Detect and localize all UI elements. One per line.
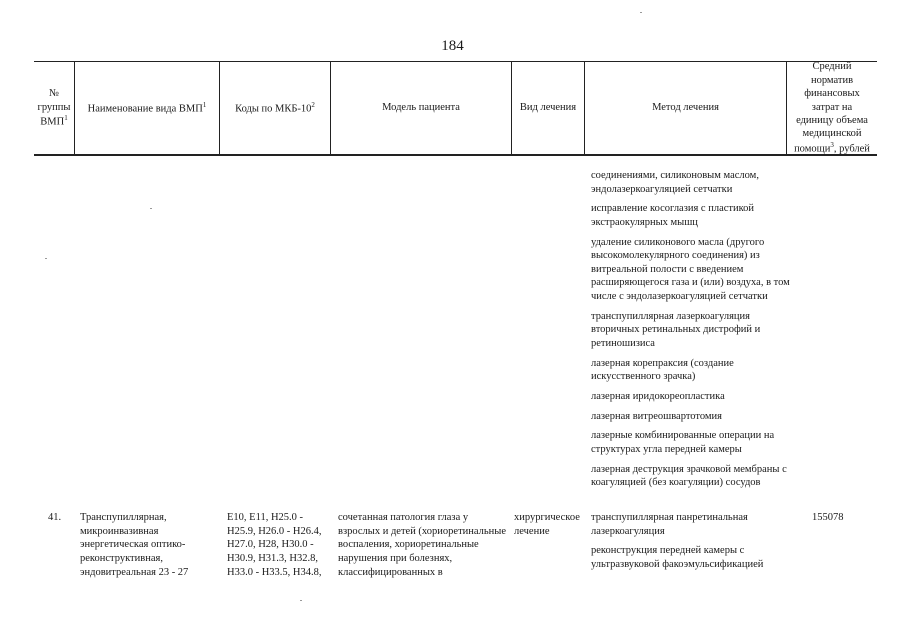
method-item: лазерная витреошвартотомия — [591, 410, 722, 422]
row-41-number: 41. — [48, 512, 62, 523]
header-group-number — [34, 61, 74, 155]
row-41-codes: E10, E11, H25.0 - H25.9, H26.0 - H26.4, H27.0, H28, H30.0 - H30.9, H31.3, H32.8, H33.0 - H33.5, H34.8, — [227, 512, 322, 578]
header-icd-codes-text: Коды по МКБ-10 — [235, 103, 312, 115]
row-41-name: Транспупиллярная, микроинвазивная энергетическая оптико-реконструктивная, эндовитреальная 23 - 27 — [80, 512, 189, 578]
method-item: реконструкция передней камеры с ультразвуковой факоэмульсификацией — [591, 545, 764, 570]
footnote-marker: 2 — [311, 100, 315, 109]
scan-speck — [300, 600, 302, 601]
footnote-marker: 1 — [64, 113, 68, 122]
method-item: лазерная деструкция зрачковой мембраны с коагуляцией (без коагуляции) сосудов — [591, 463, 787, 489]
header-icd-codes — [220, 61, 330, 155]
header-patient-model-text: Модель пациента — [382, 102, 460, 114]
header-treatment-type — [512, 61, 584, 155]
header-treatment-type-text: Вид лечения — [519, 102, 577, 114]
header-vmp-name — [75, 61, 219, 155]
header-vmp-name-text: Наименование вида ВМП — [87, 103, 203, 115]
header-avg-cost-unit: , рублей — [833, 143, 870, 155]
method-item: лазерная иридокореопластика — [591, 390, 725, 402]
method-item: лазерная корепраксия (создание искусственного зрачка) — [591, 357, 734, 383]
page-number: 184 — [441, 38, 464, 54]
header-treatment-method-text: Метод лечения — [652, 102, 719, 114]
header-avg-cost — [787, 61, 877, 155]
continued-methods-list — [591, 169, 796, 496]
row-41-patient-model: сочетанная патология глаза у взрослых и детей (хориоретинальные воспаления, хориоретинальные нарушения при болезнях, классифицированных в — [338, 512, 507, 578]
row-41-treatment-type: хирургическое лечение — [514, 512, 580, 537]
row-41-methods — [591, 511, 791, 578]
scan-speck — [150, 208, 152, 209]
method-item: транспупиллярная лазеркоагуляция вторичных ретинальных дистрофий и ретиношизиса — [591, 310, 761, 350]
method-item: соединениями, силиконовым маслом, эндолазеркоагуляцией сетчатки — [591, 170, 759, 195]
row-41-cost: 155078 — [812, 512, 844, 523]
footnote-marker: 3 — [830, 140, 834, 149]
method-item: удаление силиконового масла (другого высокомолекулярного соединения) из витреальной полости с введением расширяющегося газа и (или) воздуха, в том числе с эндолазеркоагуляцией сетчатки — [591, 236, 790, 303]
header-avg-cost-text: Средний норматив финансовых затрат на единицу объема медицинской помощи — [794, 61, 868, 155]
footnote-marker: 1 — [202, 100, 207, 109]
scan-speck — [640, 12, 642, 13]
method-item: исправление косоглазия с пластикой экстраокулярных мышц — [591, 203, 755, 228]
header-treatment-method — [585, 61, 786, 155]
method-item: транспупиллярная панретинальная лазеркоагуляция — [591, 512, 748, 537]
header-group-number-text: № группы ВМП — [37, 88, 71, 128]
method-item: лазерные комбинированные операции на структурах угла передней камеры — [591, 430, 775, 455]
scan-speck — [45, 258, 47, 259]
header-patient-model — [331, 61, 511, 155]
